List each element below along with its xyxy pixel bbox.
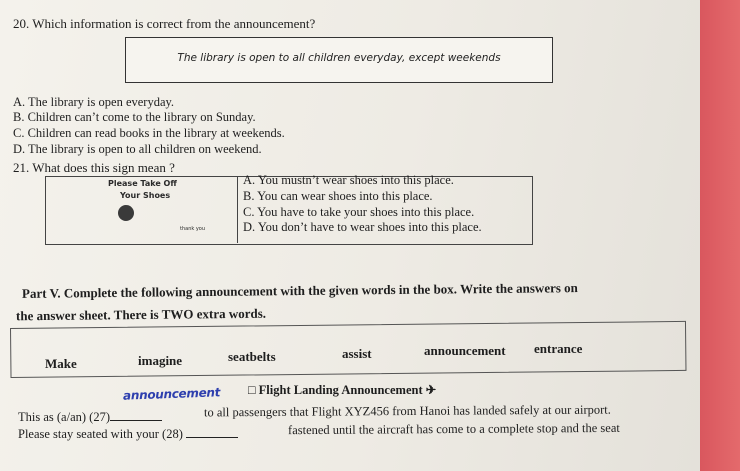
announcement-box [125, 37, 553, 83]
q20-stem: 20. Which information is correct from the announcement? [13, 16, 316, 31]
line2-suffix: fastened until the aircraft has come to a complete stop and the seat [287, 420, 620, 438]
q21-option-a: A. You mustn’t wear shoes into this place. [243, 173, 454, 187]
blank-28-line [18, 427, 238, 442]
part5-heading-line2: the answer sheet. There is TWO extra words. [15, 305, 267, 324]
word-announcement: announcement [424, 343, 506, 358]
blank-28[interactable] [186, 427, 238, 438]
q21-option-c: C. You have to take your shoes into this place. [243, 205, 475, 219]
shoes-icon [118, 205, 134, 221]
word-seatbelts: seatbelts [228, 349, 276, 364]
q21-stem: 21. What does this sign mean ? [13, 160, 175, 175]
word-assist: assist [342, 346, 372, 361]
q20-option-a: A. The library is open everyday. [13, 95, 175, 109]
line1-prefix: This as (a/an) (27) [18, 410, 110, 424]
announcement-title: □ Flight Landing Announcement ✈ [248, 383, 437, 397]
blank-27[interactable] [110, 410, 162, 421]
word-make: Make [45, 356, 77, 371]
q20-option-b: B. Children can’t come to the library on Sunday. [13, 110, 256, 124]
red-folder-edge [700, 0, 740, 471]
announcement-text: The library is open to all children everyday, except weekends [177, 52, 501, 64]
word-imagine: imagine [138, 353, 183, 368]
q21-option-b: B. You can wear shoes into this place. [243, 189, 433, 203]
line2-prefix: Please stay seated with your (28) [18, 427, 183, 441]
q20-option-c: C. Children can read books in the library at weekends. [13, 126, 285, 140]
q21-option-d: D. You don’t have to wear shoes into this place. [243, 220, 482, 234]
part5-heading-line1: Part V. Complete the following announcement with the given words in the box. Write the answers on [21, 280, 578, 301]
sign-caption: thank you [180, 226, 206, 232]
handwritten-answer-27: announcement [122, 385, 221, 403]
sign-line2: Your Shoes [120, 191, 171, 200]
blank-27-line [18, 410, 162, 425]
line1-suffix: to all passengers that Flight XYZ456 from Hanoi has landed safely at our airport. [203, 402, 611, 420]
q20-option-d: D. The library is open to all children on weekend. [13, 142, 262, 156]
sign-line1: Please Take Off [108, 179, 177, 188]
word-entrance: entrance [534, 341, 583, 356]
